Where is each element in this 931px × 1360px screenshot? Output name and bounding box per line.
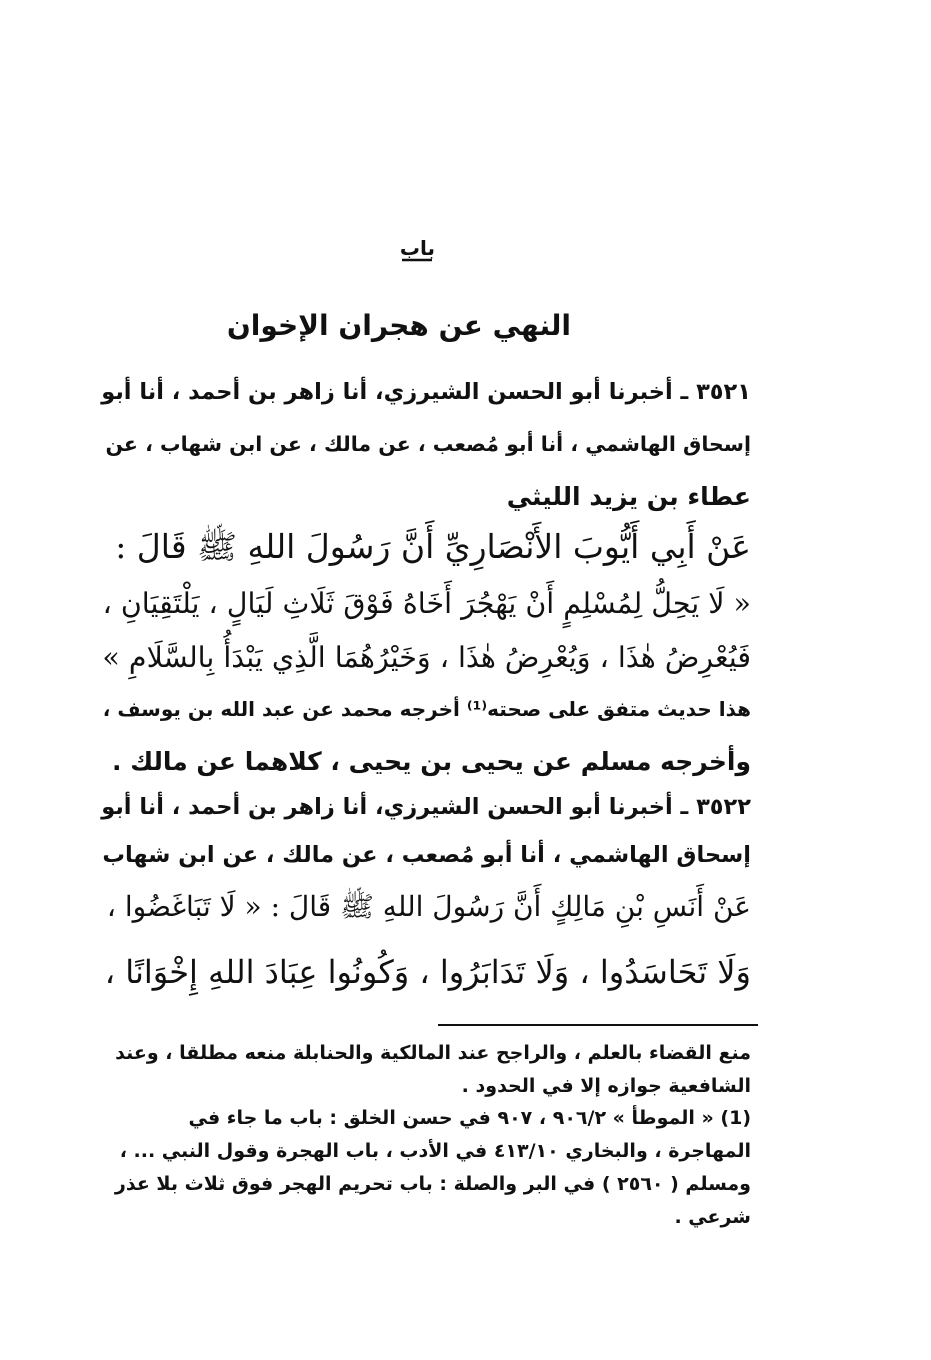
footnote-line-1: منع القضاء بالعلم ، والراجح عند المالكية والحنابلة منعه مطلقا ، وعند xyxy=(115,1042,751,1064)
footnote-line-2: الشافعية جوازه إلا في الحدود . xyxy=(461,1075,751,1097)
chapter-ornament xyxy=(402,250,432,264)
isnad-line-3: عطاء بن يزيد الليثي xyxy=(506,482,751,511)
matn-line-1: عَنْ أَبِي أَيُّوبَ الأَنْصَارِيِّ أَنَّ رَسُولَ اللهِ ﷺ قَالَ : xyxy=(115,527,751,566)
footnote-line-3: (1) « الموطأ » ٩٠٦/٢ ، ٩٠٧ في حسن الخلق : باب ما جاء في xyxy=(188,1107,751,1129)
matn-line-3: فَيُعْرِضُ هٰذَا ، وَيُعْرِضُ هٰذَا ، وَخَيْرُهُمَا الَّذِي يَبْدَأُ بِالسَّلَامِ » xyxy=(102,641,751,674)
matn-3522-line-1: عَنْ أَنَسِ بْنِ مَالِكٍ أَنَّ رَسُولَ اللهِ ﷺ قَالَ : « لَا تَبَاغَضُوا ، xyxy=(106,890,751,923)
footnote-line-6: شرعي . xyxy=(674,1206,751,1228)
matn-3522-line-2: وَلَا تَحَاسَدُوا ، وَلَا تَدَابَرُوا ، وَكُونُوا عِبَادَ اللهِ إِخْوَانًا ، xyxy=(104,953,751,991)
matn-line-2: « لَا يَحِلُّ لِمُسْلِمٍ أَنْ يَهْجُرَ أَخَاهُ فَوْقَ ثَلَاثِ لَيَالٍ ، يَلْتَقِيَانِ ، xyxy=(102,587,751,620)
footnote-separator xyxy=(438,1024,758,1026)
isnad-3522-line-1: ٣٥٢٢ ـ أخبرنا أبو الحسن الشيرزي، أنا زاهر بن أحمد ، أنا أبو xyxy=(101,794,751,820)
commentary-line-2: وأخرجه مسلم عن يحيى بن يحيى ، كلاهما عن مالك . xyxy=(112,747,751,776)
footnote-line-4: المهاجرة ، والبخاري ٤١٣/١٠ في الأدب ، باب الهجرة وقول النبي ... ، xyxy=(119,1140,751,1162)
isnad-line-2: إسحاق الهاشمي ، أنا أبو مُصعب ، عن مالك ، عن ابن شهاب ، عن xyxy=(105,432,751,456)
footnote-line-5: ومسلم ( ٢٥٦٠ ) في البر والصلة : باب تحريم الهجر فوق ثلاث بلا عذر xyxy=(114,1173,751,1195)
chapter-title: النهي عن هجران الإخوان xyxy=(226,309,571,342)
commentary-line-1: هذا حديث متفق على صحته⁽¹⁾ أخرجه محمد عن عبد الله بن يوسف ، xyxy=(102,697,751,721)
chapter-mark: باب xyxy=(399,236,435,260)
isnad-line-1: ٣٥٢١ ـ أخبرنا أبو الحسن الشيرزي، أنا زاهر بن أحمد ، أنا أبو xyxy=(101,379,751,405)
isnad-3522-line-2: إسحاق الهاشمي ، أنا أبو مُصعب ، عن مالك ، عن ابن شهاب xyxy=(102,842,751,868)
